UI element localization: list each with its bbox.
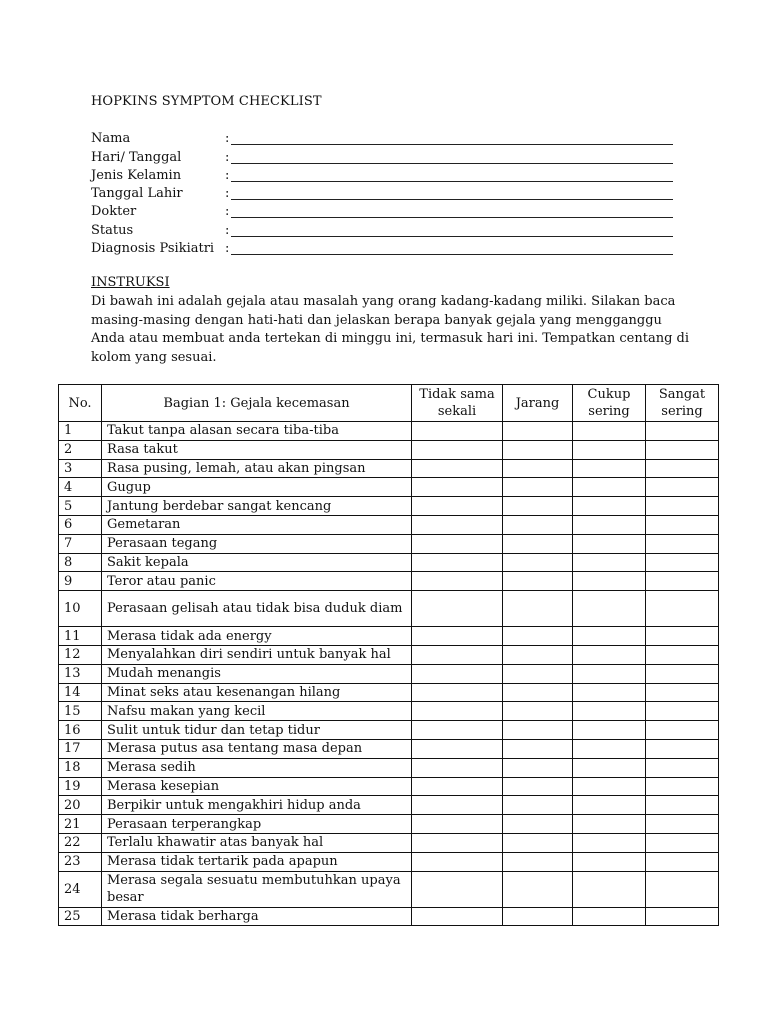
- symptom-item: Teror atau panic: [102, 572, 412, 591]
- rating-cell-3[interactable]: [573, 683, 646, 702]
- rating-cell-3[interactable]: [573, 534, 646, 553]
- table-row: [59, 553, 719, 572]
- field-label: Status: [91, 222, 134, 238]
- field-colon: :: [225, 186, 230, 202]
- symptom-item: Perasaan gelisah atau tidak bisa duduk diam: [102, 591, 412, 627]
- rating-cell-1[interactable]: [412, 871, 503, 907]
- rating-cell-1[interactable]: [412, 852, 503, 871]
- rating-cell-1[interactable]: [412, 478, 503, 497]
- rating-cell-4[interactable]: [646, 478, 719, 497]
- field-row: [91, 203, 681, 221]
- rating-cell-4[interactable]: [646, 871, 719, 907]
- rating-cell-3[interactable]: [573, 645, 646, 664]
- field-colon: :: [225, 241, 230, 257]
- symptom-item: Merasa sedih: [102, 758, 412, 777]
- rating-cell-4[interactable]: [646, 683, 719, 702]
- instructions-text: Di bawah ini adalah gejala atau masalah yang orang kadang-kadang miliki. Silakan baca masing-masing dengan hati-hati dan jelaskan berapa banyak gejala yang mengganggu Anda atau membuat anda tertekan di minggu ini, termasuk hari ini. Tempatkan centang di kolom yang sesuai.: [91, 294, 690, 365]
- symptom-item: Gemetaran: [102, 515, 412, 534]
- rating-cell-3[interactable]: [573, 422, 646, 441]
- rating-cell-4[interactable]: [646, 739, 719, 758]
- rating-cell-4[interactable]: [646, 515, 719, 534]
- rating-cell-1[interactable]: [412, 572, 503, 591]
- rating-cell-2[interactable]: [503, 683, 573, 702]
- symptom-item: Takut tanpa alasan secara tiba-tiba: [102, 422, 412, 441]
- rating-cell-1[interactable]: [412, 907, 503, 926]
- rating-cell-4[interactable]: [646, 591, 719, 627]
- rating-cell-1[interactable]: [412, 664, 503, 683]
- rating-cell-3[interactable]: [573, 702, 646, 721]
- row-number: 4: [59, 478, 102, 497]
- rating-cell-4[interactable]: [646, 758, 719, 777]
- header-no: No.: [59, 385, 102, 422]
- header-very-often: Sangat sering: [646, 385, 719, 422]
- rating-cell-3[interactable]: [573, 553, 646, 572]
- table-row: [59, 871, 719, 907]
- rating-cell-2[interactable]: [503, 627, 573, 646]
- rating-cell-3[interactable]: [573, 852, 646, 871]
- symptom-item: Sakit kepala: [102, 553, 412, 572]
- table-row: [59, 852, 719, 871]
- header-quite-often: Cukup sering: [573, 385, 646, 422]
- rating-cell-1[interactable]: [412, 796, 503, 815]
- identity-fields: [91, 130, 681, 258]
- table-row: [59, 702, 719, 721]
- header-rarely: Jarang: [503, 385, 573, 422]
- row-number: 24: [59, 871, 102, 907]
- rating-cell-2[interactable]: [503, 645, 573, 664]
- field-row: [91, 185, 681, 203]
- field-row: [91, 240, 681, 258]
- row-number: 17: [59, 739, 102, 758]
- symptom-item: Menyalahkan diri sendiri untuk banyak hal: [102, 645, 412, 664]
- field-label: Diagnosis Psikiatri: [91, 241, 215, 257]
- row-number: 25: [59, 907, 102, 926]
- rating-cell-4[interactable]: [646, 645, 719, 664]
- rating-cell-1[interactable]: [412, 683, 503, 702]
- rating-cell-2[interactable]: [503, 871, 573, 907]
- table-row: [59, 833, 719, 852]
- row-number: 7: [59, 534, 102, 553]
- rating-cell-1[interactable]: [412, 815, 503, 834]
- rating-cell-3[interactable]: [573, 591, 646, 627]
- field-colon: :: [225, 149, 230, 165]
- rating-cell-2[interactable]: [503, 478, 573, 497]
- rating-cell-1[interactable]: [412, 702, 503, 721]
- symptom-item: Nafsu makan yang kecil: [102, 702, 412, 721]
- rating-cell-1[interactable]: [412, 721, 503, 740]
- field-blank-line[interactable]: [231, 186, 673, 200]
- field-label: Jenis Kelamin: [91, 167, 182, 183]
- header-section: Bagian 1: Gejala kecemasan: [102, 385, 412, 422]
- rating-cell-4[interactable]: [646, 553, 719, 572]
- rating-cell-2[interactable]: [503, 721, 573, 740]
- rating-cell-4[interactable]: [646, 777, 719, 796]
- field-label: Hari/ Tanggal: [91, 149, 182, 165]
- row-number: 14: [59, 683, 102, 702]
- rating-cell-3[interactable]: [573, 777, 646, 796]
- row-number: 5: [59, 497, 102, 516]
- table-row: [59, 534, 719, 553]
- field-label: Nama: [91, 131, 131, 147]
- rating-cell-4[interactable]: [646, 702, 719, 721]
- field-label: Dokter: [91, 204, 137, 220]
- field-row: [91, 167, 681, 185]
- table-header-row: [59, 385, 719, 422]
- rating-cell-3[interactable]: [573, 721, 646, 740]
- symptom-item: Merasa tidak ada energy: [102, 627, 412, 646]
- rating-cell-2[interactable]: [503, 796, 573, 815]
- rating-cell-1[interactable]: [412, 758, 503, 777]
- rating-cell-1[interactable]: [412, 422, 503, 441]
- rating-cell-3[interactable]: [573, 758, 646, 777]
- rating-cell-2[interactable]: [503, 758, 573, 777]
- rating-cell-2[interactable]: [503, 459, 573, 478]
- table-row: [59, 758, 719, 777]
- table-row: [59, 721, 719, 740]
- rating-cell-2[interactable]: [503, 815, 573, 834]
- table-row: [59, 459, 719, 478]
- symptom-item: Terlalu khawatir atas banyak hal: [102, 833, 412, 852]
- rating-cell-2[interactable]: [503, 422, 573, 441]
- row-number: 23: [59, 852, 102, 871]
- table-row: [59, 815, 719, 834]
- symptom-item: Perasaan terperangkap: [102, 815, 412, 834]
- row-number: 3: [59, 459, 102, 478]
- table-row: [59, 777, 719, 796]
- field-colon: :: [225, 204, 230, 220]
- rating-cell-4[interactable]: [646, 664, 719, 683]
- rating-cell-3[interactable]: [573, 871, 646, 907]
- rating-cell-2[interactable]: [503, 739, 573, 758]
- rating-cell-1[interactable]: [412, 534, 503, 553]
- table-row: [59, 664, 719, 683]
- row-number: 22: [59, 833, 102, 852]
- rating-cell-2[interactable]: [503, 702, 573, 721]
- row-number: 2: [59, 440, 102, 459]
- table-row: [59, 572, 719, 591]
- table-row: [59, 515, 719, 534]
- symptom-item: Sulit untuk tidur dan tetap tidur: [102, 721, 412, 740]
- rating-cell-1[interactable]: [412, 497, 503, 516]
- field-row: [91, 148, 681, 166]
- rating-cell-2[interactable]: [503, 664, 573, 683]
- field-row: [91, 130, 681, 148]
- field-colon: :: [225, 131, 230, 147]
- field-blank-line[interactable]: [231, 223, 673, 237]
- table-row: [59, 422, 719, 441]
- table-row: [59, 683, 719, 702]
- row-number: 11: [59, 627, 102, 646]
- rating-cell-3[interactable]: [573, 627, 646, 646]
- table-row: [59, 627, 719, 646]
- rating-cell-2[interactable]: [503, 515, 573, 534]
- rating-cell-4[interactable]: [646, 440, 719, 459]
- rating-cell-1[interactable]: [412, 459, 503, 478]
- symptom-item: Jantung berdebar sangat kencang: [102, 497, 412, 516]
- rating-cell-4[interactable]: [646, 459, 719, 478]
- rating-cell-2[interactable]: [503, 497, 573, 516]
- field-blank-line[interactable]: [231, 204, 673, 218]
- rating-cell-3[interactable]: [573, 833, 646, 852]
- row-number: 6: [59, 515, 102, 534]
- row-number: 1: [59, 422, 102, 441]
- table-row: [59, 796, 719, 815]
- row-number: 19: [59, 777, 102, 796]
- table-row: [59, 739, 719, 758]
- row-number: 13: [59, 664, 102, 683]
- rating-cell-3[interactable]: [573, 478, 646, 497]
- row-number: 20: [59, 796, 102, 815]
- rating-cell-4[interactable]: [646, 721, 719, 740]
- symptom-item: Merasa putus asa tentang masa depan: [102, 739, 412, 758]
- field-blank-line[interactable]: [231, 168, 673, 182]
- rating-cell-1[interactable]: [412, 591, 503, 627]
- field-colon: :: [225, 222, 230, 238]
- symptom-item: Rasa pusing, lemah, atau akan pingsan: [102, 459, 412, 478]
- instructions-heading: INSTRUKSI: [91, 275, 170, 290]
- table-row: [59, 907, 719, 926]
- row-number: 9: [59, 572, 102, 591]
- rating-cell-2[interactable]: [503, 833, 573, 852]
- rating-cell-3[interactable]: [573, 497, 646, 516]
- rating-cell-1[interactable]: [412, 515, 503, 534]
- symptom-item: Berpikir untuk mengakhiri hidup anda: [102, 796, 412, 815]
- row-number: 16: [59, 721, 102, 740]
- rating-cell-3[interactable]: [573, 440, 646, 459]
- rating-cell-2[interactable]: [503, 907, 573, 926]
- rating-cell-4[interactable]: [646, 796, 719, 815]
- rating-cell-1[interactable]: [412, 777, 503, 796]
- rating-cell-3[interactable]: [573, 739, 646, 758]
- table-row: [59, 440, 719, 459]
- field-blank-line[interactable]: [231, 150, 673, 164]
- rating-cell-1[interactable]: [412, 645, 503, 664]
- rating-cell-1[interactable]: [412, 833, 503, 852]
- rating-cell-2[interactable]: [503, 440, 573, 459]
- symptom-item: Gugup: [102, 478, 412, 497]
- symptom-item: Mudah menangis: [102, 664, 412, 683]
- rating-cell-3[interactable]: [573, 515, 646, 534]
- symptom-item: Minat seks atau kesenangan hilang: [102, 683, 412, 702]
- rating-cell-1[interactable]: [412, 440, 503, 459]
- rating-cell-4[interactable]: [646, 497, 719, 516]
- symptom-item: Merasa kesepian: [102, 777, 412, 796]
- rating-cell-3[interactable]: [573, 907, 646, 926]
- rating-cell-4[interactable]: [646, 907, 719, 926]
- rating-cell-2[interactable]: [503, 553, 573, 572]
- rating-cell-3[interactable]: [573, 459, 646, 478]
- symptom-item: Perasaan tegang: [102, 534, 412, 553]
- table-row: [59, 497, 719, 516]
- rating-cell-4[interactable]: [646, 815, 719, 834]
- rating-cell-3[interactable]: [573, 796, 646, 815]
- symptom-item: Rasa takut: [102, 440, 412, 459]
- rating-cell-2[interactable]: [503, 591, 573, 627]
- field-row: [91, 221, 681, 239]
- rating-cell-4[interactable]: [646, 627, 719, 646]
- rating-cell-4[interactable]: [646, 422, 719, 441]
- row-number: 15: [59, 702, 102, 721]
- rating-cell-1[interactable]: [412, 553, 503, 572]
- symptom-item: Merasa tidak tertarik pada apapun: [102, 852, 412, 871]
- rating-cell-2[interactable]: [503, 852, 573, 871]
- row-number: 21: [59, 815, 102, 834]
- rating-cell-2[interactable]: [503, 777, 573, 796]
- symptom-checklist-table: [58, 384, 719, 926]
- rating-cell-3[interactable]: [573, 664, 646, 683]
- rating-cell-4[interactable]: [646, 833, 719, 852]
- field-label: Tanggal Lahir: [91, 186, 183, 202]
- symptom-item: Merasa segala sesuatu membutuhkan upaya besar: [102, 871, 412, 907]
- rating-cell-2[interactable]: [503, 572, 573, 591]
- rating-cell-4[interactable]: [646, 852, 719, 871]
- document-title: HOPKINS SYMPTOM CHECKLIST: [91, 94, 322, 109]
- symptom-item: Merasa tidak berharga: [102, 907, 412, 926]
- table-row: [59, 591, 719, 627]
- rating-cell-1[interactable]: [412, 627, 503, 646]
- field-blank-line[interactable]: [231, 241, 673, 255]
- rating-cell-2[interactable]: [503, 534, 573, 553]
- row-number: 8: [59, 553, 102, 572]
- table-row: [59, 645, 719, 664]
- rating-cell-3[interactable]: [573, 815, 646, 834]
- rating-cell-4[interactable]: [646, 572, 719, 591]
- rating-cell-3[interactable]: [573, 572, 646, 591]
- rating-cell-1[interactable]: [412, 739, 503, 758]
- row-number: 12: [59, 645, 102, 664]
- table-row: [59, 478, 719, 497]
- row-number: 10: [59, 591, 102, 627]
- field-blank-line[interactable]: [231, 131, 673, 145]
- field-colon: :: [225, 167, 230, 183]
- row-number: 18: [59, 758, 102, 777]
- header-not-at-all: Tidak sama sekali: [412, 385, 503, 422]
- rating-cell-4[interactable]: [646, 534, 719, 553]
